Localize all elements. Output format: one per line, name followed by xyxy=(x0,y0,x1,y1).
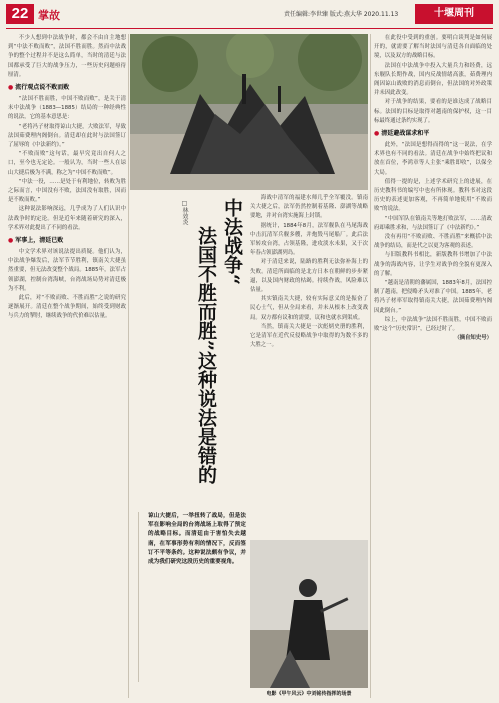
paragraph: 海战中清军的福建水师几乎全军覆没。镇南关大捷之后，法军仍然控制着基隆、澎湖等战略要地，并对台湾实施海上封锁。 xyxy=(250,195,368,220)
article-lead: 谅山大捷后，一举扭转了战局，但是法军在影响全局的台湾战场上取得了预定的战略目标。而清廷由于害怕失去越南，在军事形势有利的情况下，反而签订不平等条约。这种说法颇有争议，并成为我们研究这段历史的重要视角。 xyxy=(148,513,246,566)
bullet-icon: ● xyxy=(8,237,14,245)
subheading xyxy=(8,83,126,93)
paragraph: 此外，“法国是想得而得的”这一说法，在学术界也有不同的看法。清廷在战争中始终把议和放在首位，李鸿章等人主张“乘胜即收”，以保全大局。 xyxy=(374,142,492,176)
subheading xyxy=(8,236,126,246)
subheading-text: 军事上，清廷已败 xyxy=(15,237,64,245)
subheading-text: 清廷避战谋求和平 xyxy=(381,130,430,138)
paragraph: “中法一役，……是处于有利地位，转败为胜之际而言，中国没有不败，法国没有取胜，因而是不败而败。” xyxy=(8,178,126,204)
film-still-photo xyxy=(250,540,368,688)
subheading-text: 流行观点说不败而败 xyxy=(15,84,70,92)
bullet-icon: ● xyxy=(8,84,14,92)
header-divider xyxy=(6,28,493,29)
headline-line-2: 中法战争“ xyxy=(221,198,243,285)
paragraph: 值得一提的是，上述学术研究上的进展，在历史教科书的编写中也有所体现。教科书对这段历史的表述更加客观，不再简单地使用“不败而败”的说法。 xyxy=(374,178,492,213)
paragraph: 对于清廷来说，陆路的胜利无法弥补海上的失败。清廷所面临的是北方日本在朝鲜的步步紧逼，以及国内财政的枯竭。持续作战，风险难以估量。 xyxy=(250,259,368,294)
paragraph: 据统计，1884年8月，法军舰队在马尾海战中击沉清军兵舰多艘，并炮毁马尾船厂。此后法军转攻台湾，占领基隆，进攻淡水未果，又于次年春占领澎湖列岛。 xyxy=(250,222,368,257)
article-column-1 xyxy=(8,34,126,698)
editor-credits: 责任编辑:李世臻 版式:燕大华 2020.11.13 xyxy=(284,11,399,18)
article-column-3 xyxy=(374,34,492,698)
headline-line-1: 法国不胜而胜”这种说法是错的 xyxy=(195,226,217,484)
paragraph: 在此役中受到的重创。要明白谈判是如何展开的，就需要了解当时法国与清廷各自面临的处境，以及双方的战略目标。 xyxy=(374,35,492,60)
photo-caption: 电影《甲午风云》中刘铭传指挥的场景 xyxy=(266,691,352,697)
page-header xyxy=(0,0,499,28)
newspaper-brand: 十堰周刊 xyxy=(415,4,493,24)
page-number: 22 xyxy=(6,4,34,24)
source-note: （摘自知史号） xyxy=(454,335,492,342)
lead-divider xyxy=(138,512,139,682)
paragraph: 与旧版教科书相比，新版教科书增加了中法战争的海战内容，让学生对战争的全貌有更深入的了解。 xyxy=(374,252,492,277)
author-byline: □林效炎 xyxy=(181,200,188,225)
column-divider xyxy=(370,34,371,698)
paragraph: “老将冯子材取得谅山大捷，大败法军，导致法国茹费理内阁倒台。清廷却在此时与法国签订了屈辱的《中法新约》。” xyxy=(8,123,126,149)
paragraph: “中国军队在镇南关等地打败法军，……清政府却乘胜求和，与法国签订了《中法新约》。” xyxy=(374,215,492,231)
subheading xyxy=(374,129,492,139)
sculpture-photo xyxy=(130,34,368,190)
paragraph: 法国在中法战争中投入大量兵力和经费，远东舰队长期作战，国内反战情绪高涨，茹费理内阁因谅山战败的消息而倒台，但法国的对外政策并未因此改变。 xyxy=(374,62,492,97)
paragraph: “越南是清朝的藩属国，1883年8月，法国控制了越南，把侵略矛头对准了中国。1885年，老将冯子材率军取得镇南关大捷，法国茹费理内阁因此倒台。” xyxy=(374,280,492,314)
paragraph: 没有再用“不败而败、不胜而胜”来概括中法战争的结局，而是代之以更为客观的表述。 xyxy=(374,234,492,250)
column-divider xyxy=(128,34,129,698)
section-name: 掌故 xyxy=(38,9,60,22)
paragraph: “法国不胜而胜，中国不败而败”，是关于清末中法战争（1883—1885）结局的一种经典性的说法，它的基本意思是： xyxy=(8,96,126,121)
paragraph: “不败而败”这句话，最早究竟出自何人之口，至今也无定论。一般认为，当时一些人在谅山大捷后极为不满，称之为“中国不败而败”。 xyxy=(8,151,126,176)
paragraph: 这种说法影响深远，几乎成为了人们认识中法战争时的定论。但是近年来随着研究的深入，学术界对此提出了不同的看法。 xyxy=(8,206,126,231)
paragraph: 不少人想到中法战争时，都会不由自主地想到“中法不败而败”，法国不胜而胜。然而中法战争的整个过程并不是这么简单，当时的清廷与法国都承受了巨大的战争压力，一些历史问题亟待厘清。 xyxy=(8,35,126,78)
paragraph: 中文学术界对该说法提出质疑。他们认为，中法战争爆发后，法军节节胜利，镇南关大捷虽然重要，但无法改变整个战局。1885年，法军占领澎湖，控制台湾海峡，台湾战场局势对清廷极为不利。 xyxy=(8,249,126,292)
paragraph: 当然，镇南关大捷是一次彪炳史册的胜利，它是清军在近代反侵略战争中取得的为数不多的大胜之一。 xyxy=(250,323,368,349)
paragraph: 其实镇南关大捷，较有实际意义的是振奋了民心士气，但从全局来看，并未从根本上改变战局。双方都有议和的需要，议和也就水到渠成。 xyxy=(250,296,368,321)
paragraph: 此后，对“不败而败、不胜而胜”之说的研究逐渐展开。清廷在整个战争期间，始终受到财政与兵力的掣肘，继续战争的代价难以估量。 xyxy=(8,295,126,320)
bullet-icon: ● xyxy=(374,130,380,138)
paragraph: 对于战争的结果，要看的是谁达成了战略目标。法国的目标是取得对越南的保护权，这一目标最终通过条约实现了。 xyxy=(374,99,492,124)
paragraph: 综上，中法战争“法国不胜而胜，中国不败而败”这个“历史常识”，已经过时了。 xyxy=(374,316,492,333)
